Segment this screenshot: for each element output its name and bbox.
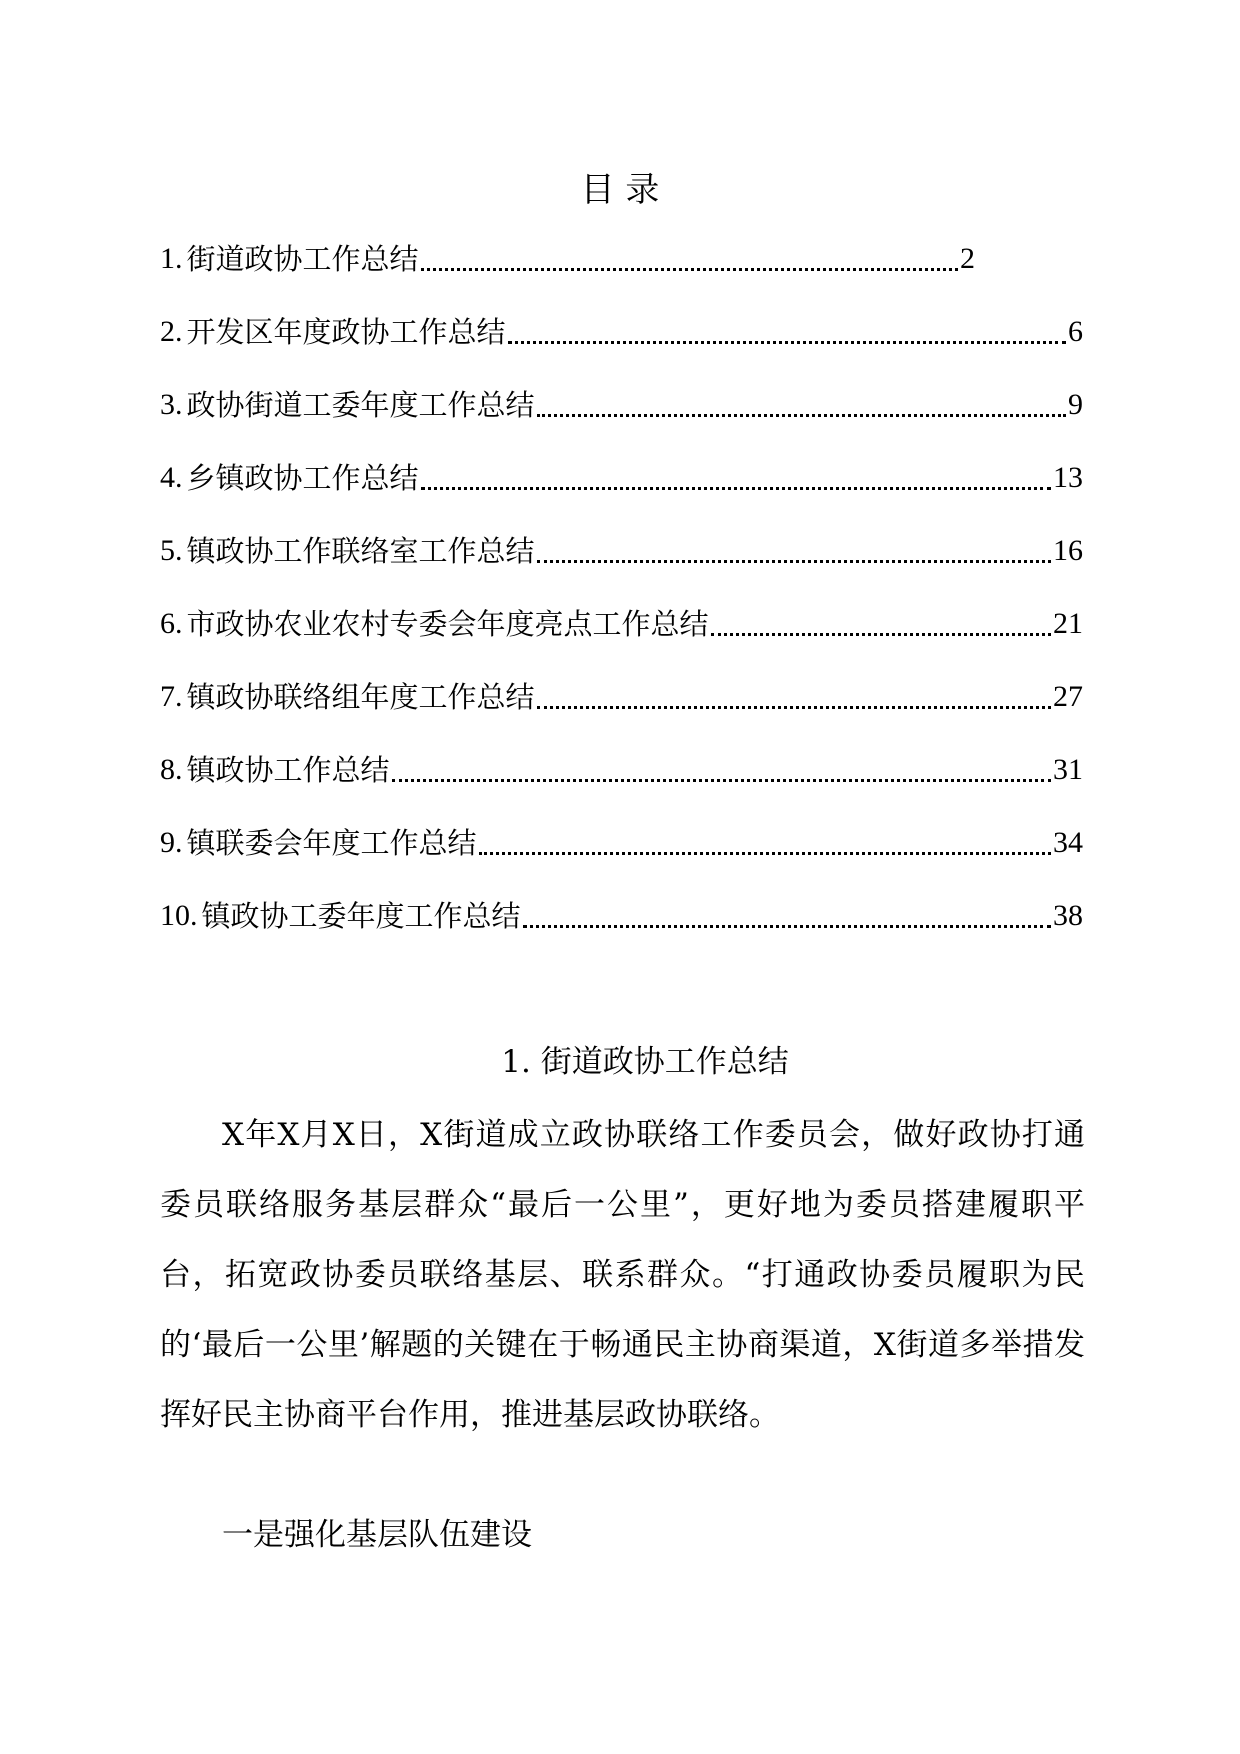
toc-entry-number: 9.: [160, 826, 183, 859]
toc-entry[interactable]: [160, 600, 1083, 644]
toc-entry[interactable]: [160, 308, 1083, 352]
toc-entry-number: 4.: [160, 461, 183, 494]
toc-entry-page: 13: [1053, 461, 1083, 494]
toc-entry-page: 27: [1053, 680, 1083, 713]
toc-dot-leader: [479, 851, 1051, 855]
toc-entry-page: 16: [1053, 534, 1083, 567]
toc-dot-leader: [421, 267, 958, 271]
toc-entry-page: 9: [1068, 388, 1083, 421]
toc-entry-title: 镇政协工作总结: [186, 753, 390, 787]
section-heading: 1. 街道政协工作总结: [501, 1044, 789, 1080]
toc-dot-leader: [711, 632, 1051, 636]
toc-dot-leader: [523, 924, 1051, 928]
toc-dot-leader: [537, 559, 1051, 563]
toc-entry[interactable]: [160, 673, 1083, 717]
toc-entry-title: 街道政协工作总结: [186, 242, 419, 276]
toc-entry-page: 21: [1053, 607, 1083, 640]
toc-entry-page: 34: [1053, 826, 1083, 859]
toc-entry-number: 10.: [160, 899, 198, 932]
toc-entry-title: 乡镇政协工作总结: [186, 461, 419, 495]
toc-entry-page: 6: [1068, 315, 1083, 348]
toc-entry[interactable]: [160, 527, 1083, 571]
toc-dot-leader: [508, 340, 1066, 344]
toc-entry-title: 市政协农业农村专委会年度亮点工作总结: [186, 607, 709, 641]
toc-entry-number: 5.: [160, 534, 183, 567]
sub-heading: 一是强化基层队伍建设: [222, 1517, 532, 1553]
toc-entry-title: 开发区年度政协工作总结: [186, 315, 506, 349]
toc-dot-leader: [421, 486, 1051, 490]
toc-title: 目 录: [580, 170, 660, 210]
toc-entry-number: 8.: [160, 753, 183, 786]
toc-entry-number: 2.: [160, 315, 183, 348]
toc-entry-title: 镇政协联络组年度工作总结: [186, 680, 535, 714]
toc-entry-number: 7.: [160, 680, 183, 713]
toc-entry[interactable]: [160, 819, 1083, 863]
toc-entry[interactable]: [160, 454, 1083, 498]
toc-entry-number: 6.: [160, 607, 183, 640]
toc-entry-title: 镇联委会年度工作总结: [186, 826, 477, 860]
toc-entry[interactable]: [160, 746, 1083, 790]
toc-entry-title: 政协街道工委年度工作总结: [186, 388, 535, 422]
toc-dot-leader: [392, 778, 1051, 782]
toc-entry-number: 3.: [160, 388, 183, 421]
toc-entry[interactable]: [160, 381, 1083, 425]
toc-entry-page: 31: [1053, 753, 1083, 786]
toc-entry-page: 38: [1053, 899, 1083, 932]
toc-dot-leader: [537, 413, 1066, 417]
toc-entry[interactable]: [160, 892, 1083, 936]
toc-entry-page: 2: [960, 242, 975, 275]
toc-entry-number: 1.: [160, 242, 183, 275]
toc-entry[interactable]: [160, 235, 975, 279]
toc-entry-title: 镇政协工委年度工作总结: [201, 899, 521, 933]
body-paragraph: X年X月X日，X街道成立政协联络工作委员会，做好政协打通委员联络服务基层群众“最后一公里”，更好地为委员搭建履职平台，拓宽政协委员联络基层、联系群众。“打通政协委员履职为民的‘最后一公里’解题的关键在于畅通民主协商渠道，X街道多举措发挥好民主协商平台作用，推进基层政协联络。: [160, 1117, 1085, 1433]
toc-dot-leader: [537, 705, 1051, 709]
toc-entry-title: 镇政协工作联络室工作总结: [186, 534, 535, 568]
